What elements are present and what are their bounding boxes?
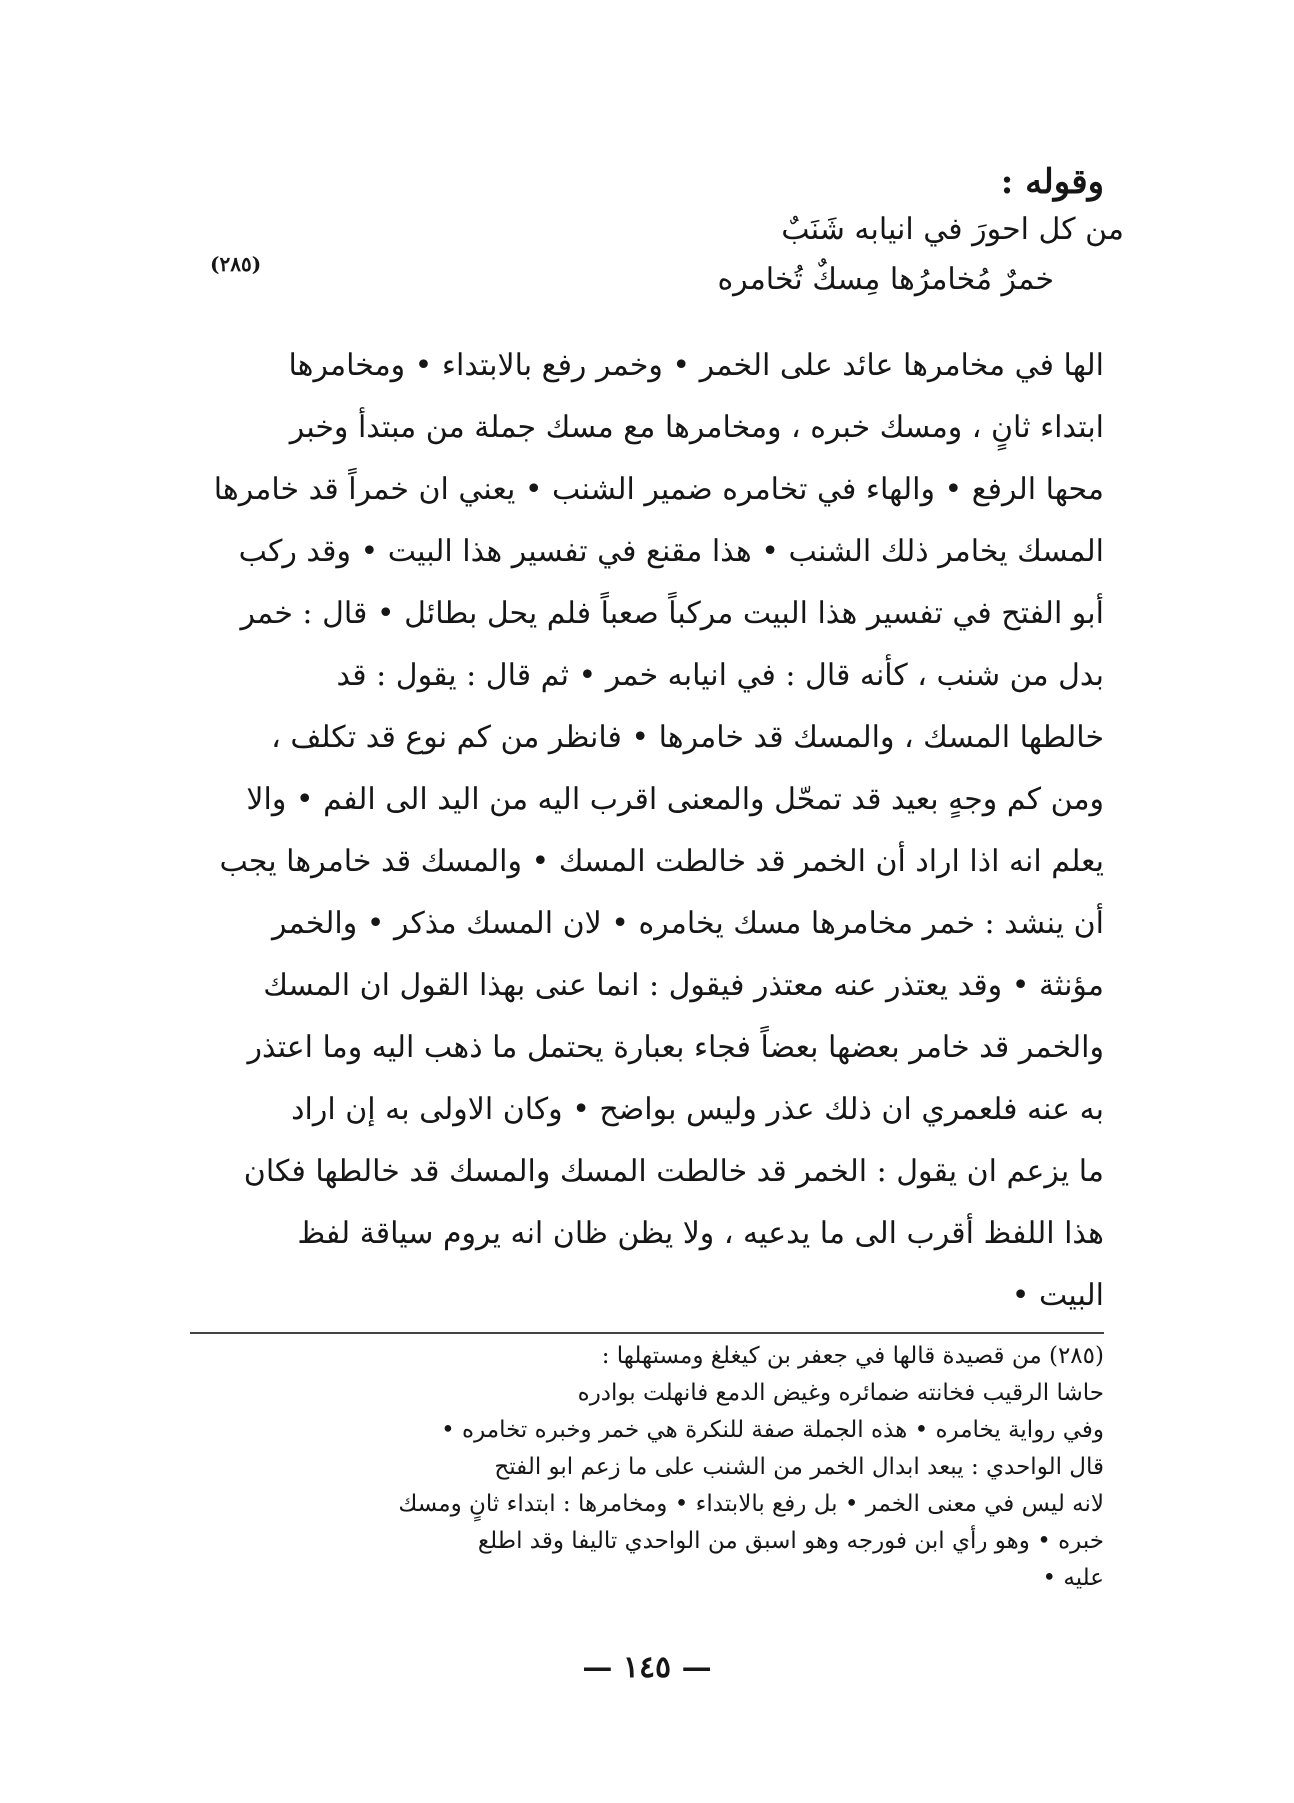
footnote-line: قال الواحدي : يبعد ابدال الخمر من الشنب على ما زعم ابو الفتح	[494, 1454, 1104, 1480]
body-line: محها الرفع • والهاء في تخامره ضمير الشنب • يعني ان خمراً قد خامرها	[213, 472, 1104, 507]
body-line: المسك يخامر ذلك الشنب • هذا مقنع في تفسير هذا البيت • وقد ركب	[238, 534, 1104, 569]
commentary-body	[208, 335, 1104, 1327]
footnote-line: وفي رواية يخامره • هذه الجملة صفة للنكرة هي خمر وخبره تخامره •	[441, 1417, 1104, 1443]
body-line: ومن كم وجهٍ بعيد قد تمحّل والمعنى اقرب اليه من اليد الى الفم • والا	[246, 782, 1104, 817]
footnote-reference: (٢٨٥)	[210, 252, 262, 276]
body-line: والخمر قد خامر بعضها بعضاً فجاء بعبارة يحتمل ما ذهب اليه وما اعتذر	[247, 1030, 1104, 1065]
body-line: الها في مخامرها عائد على الخمر • وخمر رفع بالابتداء • ومخامرها	[288, 348, 1104, 383]
footnote-line: (٢٨٥) من قصيدة قالها في جعفر بن كيغلغ ومستهلها :	[601, 1343, 1104, 1369]
verse-hemistich-1: من كل احورَ في انيابه شَنَبٌ	[781, 212, 1124, 247]
footnote-line: خبره • وهو رأي ابن فورجه وهو اسبق من الواحدي تاليفا وقد اطلع	[477, 1528, 1104, 1554]
body-line: يعلم انه اذا اراد أن الخمر قد خالطت المسك • والمسك قد خامرها يجب	[219, 844, 1104, 879]
body-line: مؤنثة • وقد يعتذر عنه معتذر فيقول : انما عنى بهذا القول ان المسك	[263, 968, 1104, 1003]
body-line: ابتداء ثانٍ ، ومسك خبره ، ومخامرها مع مسك جملة من مبتدأ وخبر	[289, 410, 1104, 445]
footnotes	[200, 1338, 1104, 1597]
section-heading: وقوله :	[1000, 162, 1104, 202]
footnote-divider	[190, 1332, 1104, 1334]
body-line: ما يزعم ان يقول : الخمر قد خالطت المسك والمسك قد خالطها فكان	[243, 1154, 1104, 1189]
footnote-line: عليه •	[1042, 1565, 1104, 1591]
footnote-line: حاشا الرقيب فخانته ضمائره وغيض الدمع فانهلت بوادره	[577, 1380, 1104, 1406]
footnote-line: لانه ليس في معنى الخمر • بل رفع بالابتداء • ومخامرها : ابتداء ثانٍ ومسك	[398, 1491, 1104, 1517]
body-line: به عنه فلعمري ان ذلك عذر وليس بواضح • وكان الاولى به إن اراد	[291, 1092, 1104, 1127]
body-line: بدل من شنب ، كأنه قال : في انيابه خمر • ثم قال : يقول : قد	[336, 658, 1104, 693]
verse-hemistich-2: خمرٌ مُخامرُها مِسكٌ تُخامره	[717, 262, 1054, 297]
body-line: خالطها المسك ، والمسك قد خامرها • فانظر من كم نوع قد تكلف ،	[271, 720, 1104, 755]
body-line: هذا اللفظ أقرب الى ما يدعيه ، ولا يظن ظان انه يروم سياقة لفظ	[297, 1216, 1104, 1251]
page-number: — ١٤٥ —	[582, 1650, 712, 1685]
body-line: أبو الفتح في تفسير هذا البيت مركباً صعباً فلم يحل بطائل • قال : خمر	[240, 596, 1104, 631]
body-line: البيت •	[1011, 1278, 1104, 1313]
body-line: أن ينشد : خمر مخامرها مسك يخامره • لان المسك مذكر • والخمر	[271, 906, 1104, 941]
